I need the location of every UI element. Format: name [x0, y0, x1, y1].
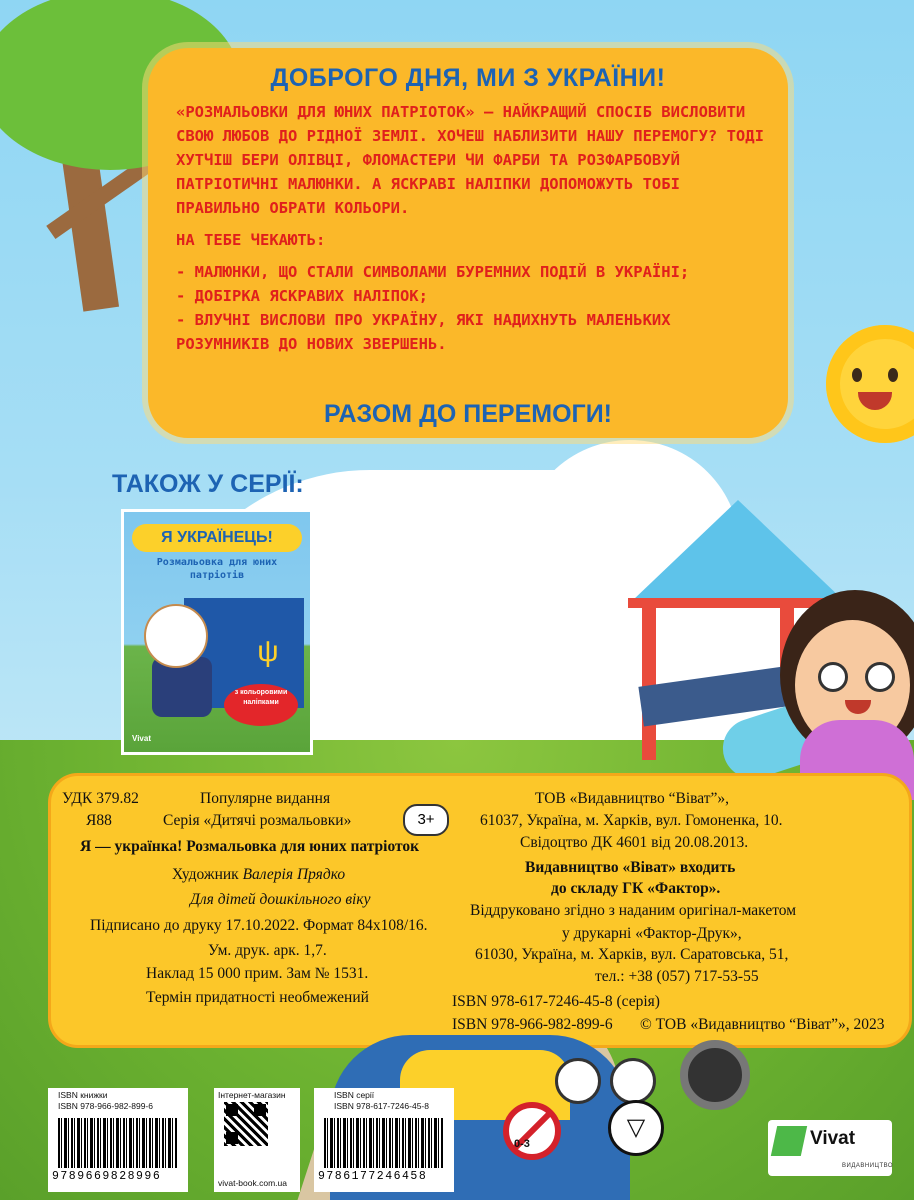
series-book-cover[interactable]	[121, 509, 313, 755]
print-date: Підписано до друку 17.10.2022. Формат 84x108/16.	[90, 917, 428, 934]
edition-type: Популярне видання	[200, 790, 331, 807]
book-barcode-isbn: ISBN 978-966-982-899-6	[58, 1101, 153, 1111]
artist-credit	[172, 866, 345, 884]
car-eye	[610, 1058, 656, 1104]
playground-roof	[633, 500, 843, 600]
series-heading: ТАКОЖ У СЕРІЇ:	[112, 470, 304, 498]
udk-code: УДК 379.82	[62, 790, 139, 807]
panel-title: ДОБРОГО ДНЯ, МИ З УКРАЇНИ!	[270, 64, 666, 92]
series-barcode-isbn: ISBN 978-617-7246-45-8	[334, 1101, 429, 1111]
series-barcode	[324, 1118, 444, 1168]
series-barcode-label: ISBN серії	[334, 1090, 375, 1100]
sun-eye	[852, 368, 862, 382]
trident-icon: ψ	[257, 635, 279, 668]
artist-name: Валерія Прядко	[242, 866, 346, 883]
isbn-book: ISBN 978-966-982-899-6	[452, 1016, 613, 1033]
girl-eye	[865, 662, 895, 692]
qr-code-icon[interactable]	[222, 1100, 270, 1148]
book-publisher-logo: Vivat	[132, 734, 151, 743]
book-barcode-digits: 9789669828996	[52, 1170, 162, 1183]
vivat-brand-name: Vivat	[810, 1128, 856, 1149]
author-code: Я88	[86, 812, 112, 829]
panel-footer-slogan: РАЗОМ ДО ПЕРЕМОГИ!	[323, 400, 612, 428]
print-sheets: Ум. друк. арк. 1,7.	[208, 942, 327, 959]
printer-phone: тел.: +38 (057) 717-53-55	[595, 968, 759, 985]
dog-head	[144, 604, 208, 668]
publisher-group-line1: Видавництво «Віват» входить	[525, 859, 736, 876]
car-wheel	[680, 1040, 750, 1110]
series-barcode-digits: 9786177246458	[318, 1170, 428, 1183]
vivat-logo-icon	[771, 1126, 807, 1156]
publisher-group-line2: до складу ГК «Фактор».	[551, 880, 721, 897]
publisher-address: 61037, Україна, м. Харків, вул. Гомоненка, 10.	[480, 812, 783, 829]
shop-url[interactable]: vivat-book.com.ua	[218, 1178, 287, 1188]
shop-qr-label: Інтернет-магазин	[218, 1090, 286, 1100]
publisher-name: ТОВ «Видавництво “Віват”»,	[535, 790, 730, 807]
panel-list-item: - МАЛЮНКИ, ЩО СТАЛИ СИМВОЛАМИ БУРЕМНИХ ПОДІЙ В УКРАЇНІ;	[176, 263, 690, 281]
playground-post	[642, 600, 656, 760]
panel-list-item: - ВЛУЧНІ ВИСЛОВИ ПРО УКРАЇНУ, ЯКІ НАДИХНУТЬ МАЛЕНЬКИХ РОЗУМНИКІВ ДО НОВИХ ЗВЕРШЕНЬ.	[176, 311, 671, 353]
age-warning-text: 0-3	[514, 1138, 530, 1150]
conformity-mark-icon: ▽	[608, 1100, 664, 1156]
panel-body	[176, 100, 766, 356]
car-eye	[555, 1058, 601, 1104]
printed-line2: у друкарні «Фактор-Друк»,	[562, 925, 742, 942]
shelf-life: Термін придатності необмежений	[146, 989, 369, 1006]
print-run: Наклад 15 000 прим. Зам № 1531.	[146, 965, 369, 982]
book-subtitle: Розмальовка для юних патріотів	[156, 557, 278, 581]
sun-eye	[888, 368, 898, 382]
printed-line1: Віддруковано згідно з наданим оригінал-макетом	[470, 902, 797, 919]
book-barcode	[58, 1118, 178, 1168]
copyright: © ТОВ «Видавництво “Віват”», 2023	[640, 1016, 885, 1033]
printed-line3: 61030, Україна, м. Харків, вул. Саратовська, 51,	[475, 946, 789, 963]
isbn-series: ISBN 978-617-7246-45-8 (серія)	[452, 993, 660, 1010]
vivat-brand-sub: ВИДАВНИЦТВО	[842, 1163, 894, 1169]
age-rating-badge: 3+	[403, 804, 449, 836]
book-full-title: Я — українка! Розмальовка для юних патріоток	[80, 838, 420, 855]
artist-label: Художник	[172, 866, 239, 883]
book-title: Я УКРАЇНЕЦЬ!	[132, 524, 302, 552]
audience: Для дітей дошкільного віку	[190, 891, 371, 908]
series-name: Серія «Дитячі розмальовки»	[163, 812, 352, 829]
panel-await-heading: НА ТЕБЕ ЧЕКАЮТЬ:	[176, 231, 326, 249]
panel-intro: «РОЗМАЛЬОВКИ ДЛЯ ЮНИХ ПАТРІОТОК» — НАЙКРАЩИЙ СПОСІБ ВИСЛОВИТИ СВОЮ ЛЮБОВ ДО РІДНОЇ ЗЕМЛІ. ХОЧЕШ НАБЛИЗИТИ НАШУ ПЕРЕМОГУ? ТОДІ ХУТЧІШ БЕРИ ОЛІВЦІ, ФЛОМАСТЕРИ ЧИ ФАРБИ ТА РОЗФАРБОВУЙ ПАТРІОТИЧНІ МАЛЮНКИ. А ЯСКРАВІ НАЛІПКИ ДОПОМОЖУТЬ ТОБІ ПРАВИЛЬНО ОБРАТИ КОЛЬОРИ.	[176, 103, 764, 217]
book-barcode-label: ISBN книжки	[58, 1090, 108, 1100]
publisher-certificate: Свідоцтво ДК 4601 від 20.08.2013.	[520, 834, 749, 851]
book-sticker-badge: з кольоровими наліпками	[224, 684, 298, 726]
panel-list-item: - ДОБІРКА ЯСКРАВИХ НАЛІПОК;	[176, 287, 428, 305]
girl-eye	[818, 662, 848, 692]
